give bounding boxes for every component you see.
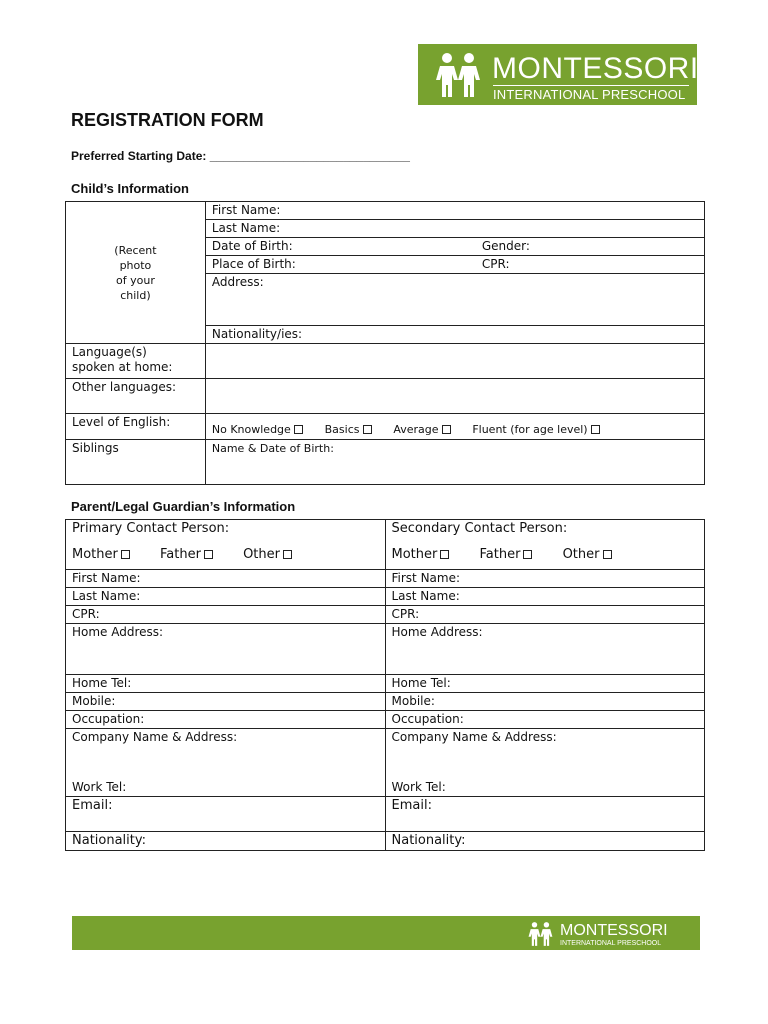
relation-label: Father (160, 547, 201, 562)
relation-label: Other (243, 547, 280, 562)
child-address-field[interactable] (205, 274, 704, 326)
primary-mobile-field[interactable]: Mobile: (66, 693, 386, 711)
parent-info-table (65, 519, 705, 851)
work-tel-label: Work Tel: (391, 780, 446, 794)
english-option[interactable] (472, 423, 599, 436)
primary-company-field[interactable] (66, 729, 386, 797)
child-info-heading: Child’s Information (71, 181, 189, 196)
secondary-home-address-field[interactable]: Home Address: (385, 624, 705, 675)
english-option-label: Basics (324, 423, 360, 436)
children-icon (432, 51, 486, 99)
checkbox-icon[interactable] (363, 425, 372, 434)
company-label: Company Name & Address: (391, 730, 557, 744)
brand-divider (493, 85, 689, 86)
secondary-contact-cell (385, 520, 705, 570)
english-option-label: Average (393, 423, 439, 436)
relation-label: Other (562, 547, 600, 562)
brand-name: MONTESSORI (492, 52, 699, 85)
languages-home-field[interactable] (205, 344, 704, 379)
child-last-name-field[interactable] (205, 220, 704, 238)
primary-cpr-field[interactable]: CPR: (66, 606, 386, 624)
checkbox-icon[interactable] (440, 550, 449, 559)
work-tel-label: Work Tel: (72, 780, 127, 794)
primary-last-name-field[interactable]: Last Name: (66, 588, 386, 606)
english-level-label: Level of English: (66, 414, 206, 440)
child-nationality-label: Nationality/ies: (211, 327, 303, 341)
secondary-company-field[interactable] (385, 729, 705, 797)
child-dob-field[interactable] (205, 238, 475, 256)
checkbox-icon[interactable] (121, 550, 130, 559)
siblings-detail-label: Name & Date of Birth: (211, 442, 334, 455)
primary-nationality-field[interactable]: Nationality: (66, 832, 386, 851)
photo-line: (Recent (114, 243, 157, 257)
label-line: spoken at home: (72, 360, 173, 374)
child-nationality-field[interactable] (205, 326, 704, 344)
preferred-starting-date (71, 149, 410, 163)
primary-occupation-field[interactable]: Occupation: (66, 711, 386, 729)
relation-label: Father (479, 547, 521, 562)
primary-contact-cell (66, 520, 386, 570)
label-line: Language(s) (72, 345, 147, 359)
child-cpr-label: CPR: (481, 257, 510, 271)
siblings-label: Siblings (66, 440, 206, 485)
english-option[interactable] (325, 423, 372, 436)
english-option-label: No Knowledge (211, 423, 291, 436)
child-pob-field[interactable] (205, 256, 475, 274)
english-level-options (205, 414, 704, 440)
english-option[interactable] (393, 423, 450, 436)
footer-brand-name: MONTESSORI (560, 922, 668, 939)
parent-info-heading: Parent/Legal Guardian’s Information (71, 499, 296, 514)
checkbox-icon[interactable] (603, 550, 612, 559)
child-address-label: Address: (211, 275, 264, 289)
secondary-home-tel-field[interactable]: Home Tel: (385, 675, 705, 693)
child-first-name-field[interactable] (205, 202, 704, 220)
primary-home-tel-field[interactable]: Home Tel: (66, 675, 386, 693)
form-title: REGISTRATION FORM (71, 110, 264, 130)
primary-home-address-field[interactable]: Home Address: (66, 624, 386, 675)
siblings-field[interactable] (205, 440, 704, 485)
child-first-name-label: First Name: (211, 203, 281, 217)
secondary-last-name-field[interactable]: Last Name: (385, 588, 705, 606)
children-icon (526, 921, 556, 947)
primary-relation-options (72, 547, 379, 562)
checkbox-icon[interactable] (204, 550, 213, 559)
primary-email-field[interactable]: Email: (66, 797, 386, 832)
other-languages-label: Other languages: (66, 379, 206, 414)
company-label: Company Name & Address: (72, 730, 238, 744)
english-option-label: Fluent (for age level) (472, 423, 588, 436)
starting-date-label: Preferred Starting Date: (71, 149, 207, 163)
child-cpr-field[interactable] (476, 256, 705, 274)
checkbox-icon[interactable] (523, 550, 532, 559)
secondary-cpr-field[interactable]: CPR: (385, 606, 705, 624)
relation-label: Mother (72, 547, 118, 562)
child-info-table (65, 201, 705, 485)
child-pob-label: Place of Birth: (211, 257, 296, 271)
starting-date-field[interactable]: ______________________________ (209, 149, 410, 163)
secondary-first-name-field[interactable]: First Name: (385, 570, 705, 588)
brand-subtitle: INTERNATIONAL PRESCHOOL (493, 87, 686, 102)
child-gender-label: Gender: (481, 239, 530, 253)
photo-placeholder[interactable] (66, 202, 206, 344)
footer-brand-subtitle: INTERNATIONAL PRESCHOOL (560, 940, 662, 947)
photo-line: of your (116, 273, 155, 287)
child-last-name-label: Last Name: (211, 221, 281, 235)
primary-contact-label: Primary Contact Person: (72, 521, 230, 536)
languages-home-label (66, 344, 206, 379)
photo-line: photo (119, 258, 152, 272)
relation-label: Mother (391, 547, 438, 562)
header-logo (418, 44, 697, 105)
footer-banner (72, 916, 700, 950)
checkbox-icon[interactable] (294, 425, 303, 434)
primary-first-name-field[interactable]: First Name: (66, 570, 386, 588)
photo-line: child) (120, 288, 151, 302)
other-languages-field[interactable] (205, 379, 704, 414)
english-option[interactable] (212, 423, 303, 436)
secondary-mobile-field[interactable]: Mobile: (385, 693, 705, 711)
child-gender-field[interactable] (476, 238, 705, 256)
checkbox-icon[interactable] (283, 550, 292, 559)
checkbox-icon[interactable] (591, 425, 600, 434)
secondary-contact-label: Secondary Contact Person: (391, 521, 568, 536)
checkbox-icon[interactable] (442, 425, 451, 434)
secondary-nationality-field[interactable]: Nationality: (385, 832, 705, 851)
child-dob-label: Date of Birth: (211, 239, 293, 253)
secondary-relation-options (392, 547, 699, 562)
secondary-occupation-field[interactable]: Occupation: (385, 711, 705, 729)
secondary-email-field[interactable]: Email: (385, 797, 705, 832)
